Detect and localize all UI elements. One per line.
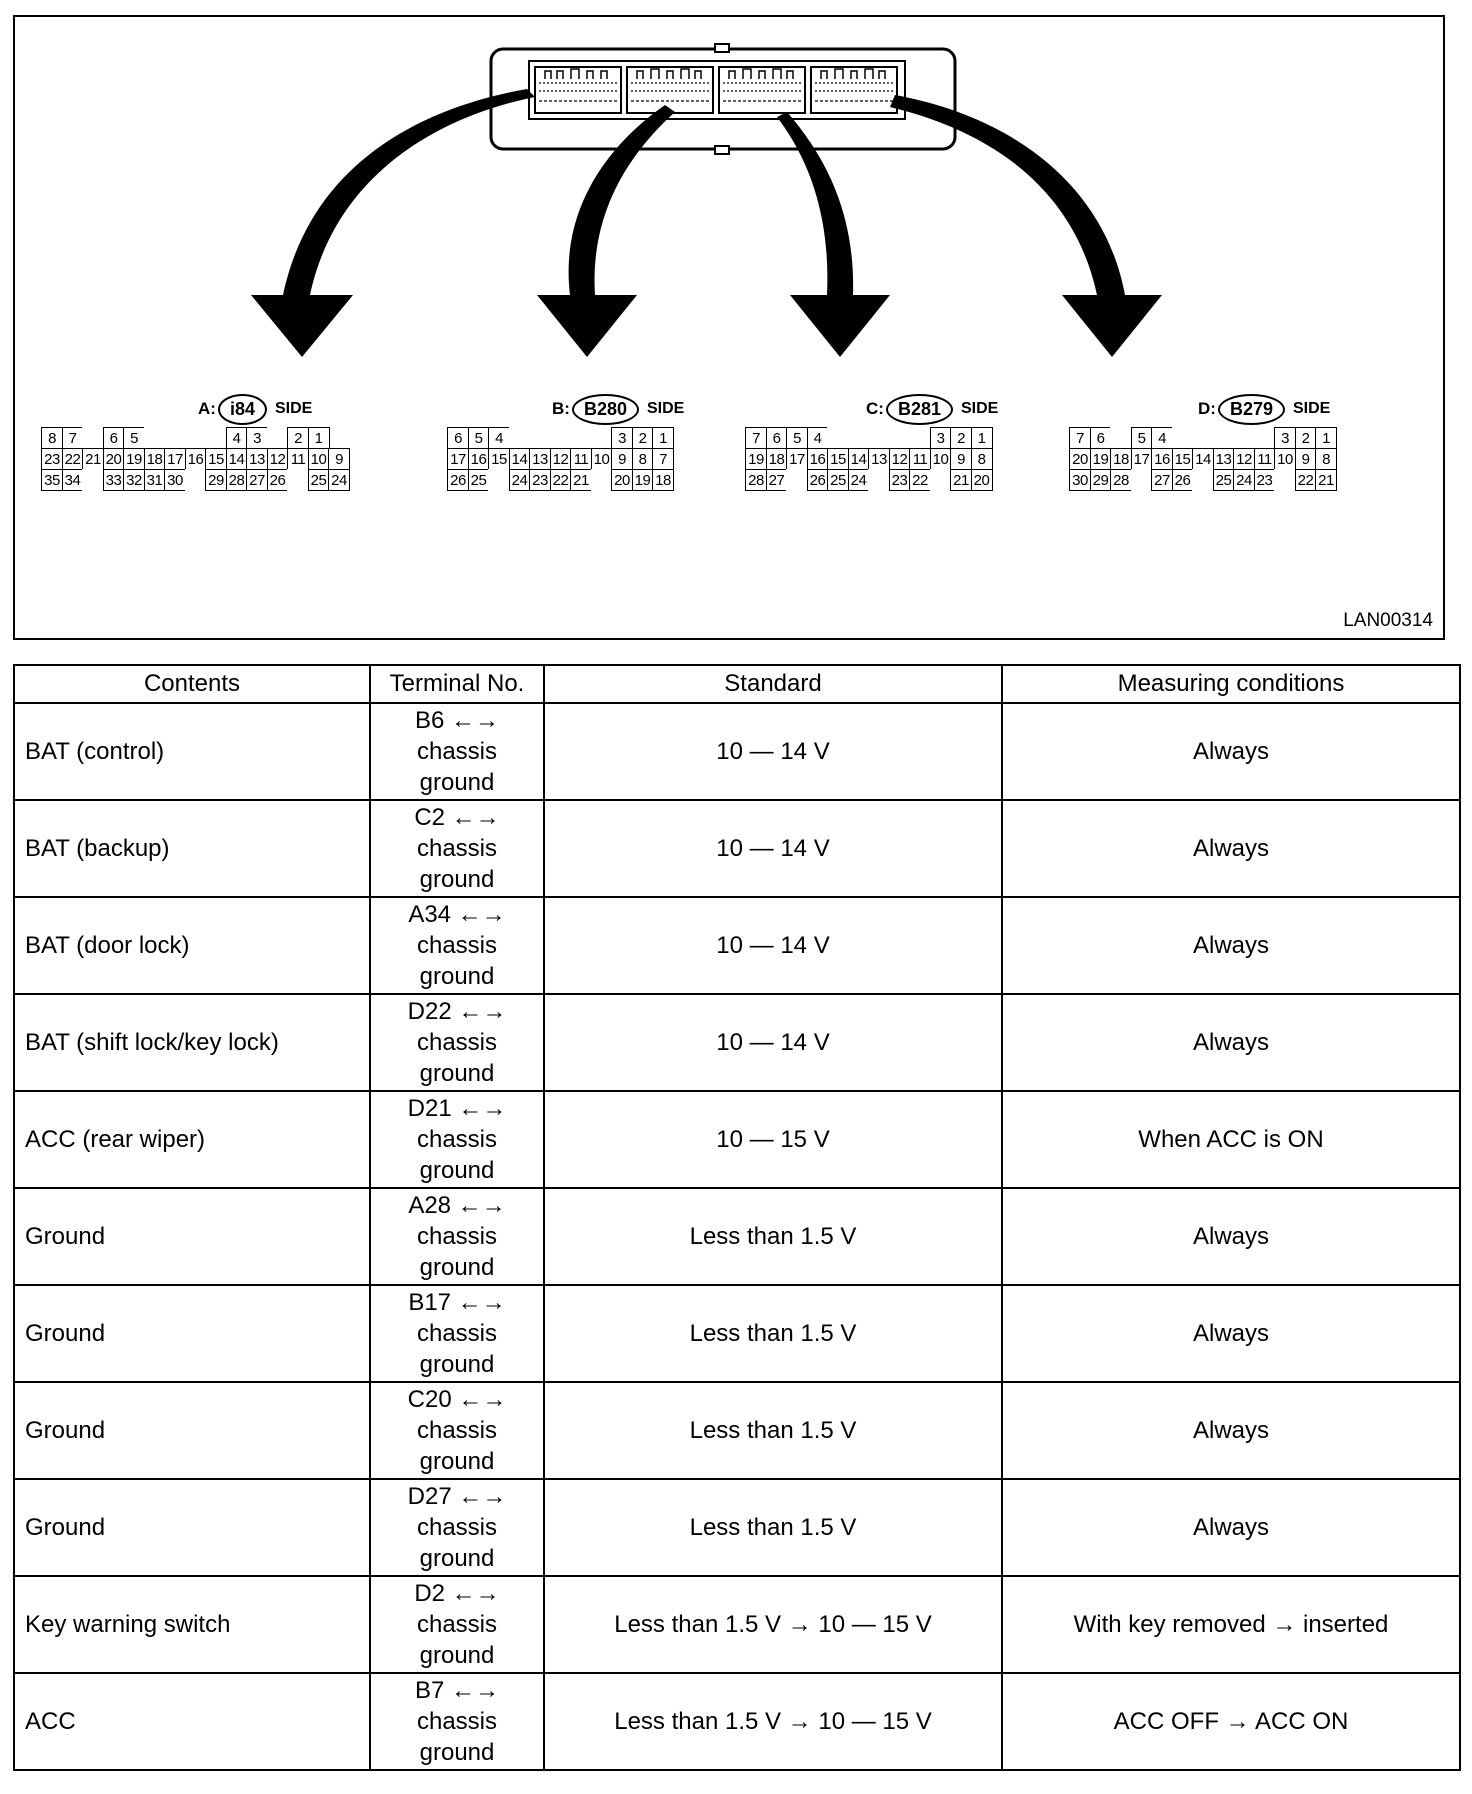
pin-blank bbox=[164, 427, 186, 449]
pin-terminal: 25 bbox=[468, 469, 490, 491]
terminal-line: chassis bbox=[416, 835, 498, 862]
pin-terminal: 12 bbox=[1233, 448, 1255, 470]
pin-terminal: 18 bbox=[144, 448, 166, 470]
pin-terminal: 7 bbox=[62, 427, 84, 449]
pin-terminal: 33 bbox=[103, 469, 125, 491]
terminal-line: C2 ←→ bbox=[414, 804, 500, 831]
cell-contents: BAT (shift lock/key lock) bbox=[14, 994, 370, 1091]
terminal-line: C20 ←→ bbox=[407, 1386, 507, 1413]
pin-blank bbox=[889, 427, 911, 449]
cell-conditions: Always bbox=[1002, 703, 1460, 800]
pin-blank bbox=[185, 469, 207, 491]
pin-terminal: 30 bbox=[164, 469, 186, 491]
pin-terminal: 21 bbox=[570, 469, 592, 491]
terminal-line: D21 ←→ bbox=[407, 1095, 507, 1122]
pin-terminal: 19 bbox=[745, 448, 767, 470]
terminal-line: D22 ←→ bbox=[407, 998, 507, 1025]
cell-terminal bbox=[370, 1382, 544, 1479]
pin-terminal: 26 bbox=[807, 469, 829, 491]
pin-terminal: 7 bbox=[1069, 427, 1091, 449]
terminal-line: chassis bbox=[416, 1320, 498, 1347]
pin-terminal: 16 bbox=[807, 448, 829, 470]
pin-blank bbox=[488, 469, 510, 491]
pin-terminal: 15 bbox=[488, 448, 510, 470]
pin-terminal: 34 bbox=[62, 469, 84, 491]
terminal-line: B7 ←→ bbox=[414, 1677, 500, 1704]
pin-terminal: 26 bbox=[447, 469, 469, 491]
cell-terminal bbox=[370, 897, 544, 994]
terminal-line: D27 ←→ bbox=[407, 1483, 507, 1510]
pin-row bbox=[41, 448, 349, 470]
connector-c-code: B281 bbox=[886, 394, 953, 425]
connector-b-code: B280 bbox=[572, 394, 639, 425]
pin-row bbox=[1069, 427, 1336, 449]
table-row bbox=[14, 994, 1460, 1091]
terminal-line: ground bbox=[419, 1254, 495, 1281]
connector-b-label bbox=[552, 389, 684, 429]
cell-terminal bbox=[370, 1673, 544, 1770]
pin-terminal: 12 bbox=[889, 448, 911, 470]
pin-row bbox=[745, 448, 991, 470]
pin-terminal: 23 bbox=[1254, 469, 1276, 491]
pin-terminal: 10 bbox=[1274, 448, 1296, 470]
terminal-line: B6 ←→ bbox=[414, 707, 500, 734]
pin-terminal: 19 bbox=[1090, 448, 1112, 470]
table-body bbox=[14, 703, 1460, 1770]
pin-terminal: 10 bbox=[930, 448, 952, 470]
terminal-line: chassis bbox=[416, 1611, 498, 1638]
pin-terminal: 13 bbox=[529, 448, 551, 470]
cell-standard: Less than 1.5 V → 10 — 15 V bbox=[544, 1673, 1002, 1770]
terminal-line: ground bbox=[419, 866, 495, 893]
pin-terminal: 21 bbox=[82, 448, 104, 470]
pin-terminal: 31 bbox=[144, 469, 166, 491]
pin-terminal: 3 bbox=[611, 427, 633, 449]
table-row bbox=[14, 1188, 1460, 1285]
pin-terminal: 5 bbox=[123, 427, 145, 449]
pin-terminal: 1 bbox=[971, 427, 993, 449]
terminal-line: A28 ←→ bbox=[408, 1192, 506, 1219]
cell-conditions: ACC OFF → ACC ON bbox=[1002, 1673, 1460, 1770]
connector-a-side: SIDE bbox=[274, 400, 313, 417]
pin-row bbox=[1069, 469, 1336, 491]
terminal-line: ground bbox=[419, 1157, 495, 1184]
pin-terminal: 28 bbox=[745, 469, 767, 491]
pin-terminal: 12 bbox=[267, 448, 289, 470]
figure-id: LAN00314 bbox=[1343, 610, 1433, 631]
pin-terminal: 29 bbox=[1090, 469, 1112, 491]
pin-terminal: 22 bbox=[62, 448, 84, 470]
cell-standard: 10 — 14 V bbox=[544, 703, 1002, 800]
pin-terminal: 22 bbox=[909, 469, 931, 491]
pin-terminal: 26 bbox=[267, 469, 289, 491]
connector-b-side: SIDE bbox=[646, 400, 685, 417]
pin-row bbox=[41, 427, 328, 449]
connector-a-prefix: A: bbox=[198, 399, 216, 418]
table-row bbox=[14, 703, 1460, 800]
cell-terminal bbox=[370, 1188, 544, 1285]
pin-blank bbox=[287, 469, 309, 491]
cell-conditions: Always bbox=[1002, 1382, 1460, 1479]
terminal-line: chassis bbox=[416, 1223, 498, 1250]
pin-terminal: 27 bbox=[246, 469, 268, 491]
header-contents: Contents bbox=[14, 665, 370, 703]
cell-terminal bbox=[370, 1576, 544, 1673]
pin-terminal: 16 bbox=[468, 448, 490, 470]
pin-terminal: 14 bbox=[848, 448, 870, 470]
terminal-line: D2 ←→ bbox=[414, 1580, 500, 1607]
connector-d-side: SIDE bbox=[1292, 400, 1331, 417]
pin-terminal: 8 bbox=[41, 427, 63, 449]
pin-terminal: 9 bbox=[328, 448, 350, 470]
cell-contents: Ground bbox=[14, 1382, 370, 1479]
pin-terminal: 25 bbox=[827, 469, 849, 491]
pin-terminal: 12 bbox=[550, 448, 572, 470]
pin-terminal: 18 bbox=[766, 448, 788, 470]
pin-blank bbox=[848, 427, 870, 449]
connector-d-code: B279 bbox=[1218, 394, 1285, 425]
pin-blank bbox=[591, 427, 613, 449]
pin-terminal: 9 bbox=[611, 448, 633, 470]
pin-terminal: 15 bbox=[205, 448, 227, 470]
pin-terminal: 22 bbox=[550, 469, 572, 491]
pin-terminal: 7 bbox=[745, 427, 767, 449]
specification-table bbox=[13, 664, 1461, 1771]
pin-terminal: 27 bbox=[1151, 469, 1173, 491]
pin-terminal: 2 bbox=[632, 427, 654, 449]
pin-terminal: 14 bbox=[226, 448, 248, 470]
connector-a-code: i84 bbox=[218, 394, 267, 425]
cell-conditions: With key removed → inserted bbox=[1002, 1576, 1460, 1673]
pin-row bbox=[447, 448, 673, 470]
pin-blank bbox=[205, 427, 227, 449]
connector-c-prefix: C: bbox=[866, 399, 884, 418]
pin-terminal: 20 bbox=[971, 469, 993, 491]
terminal-line: chassis bbox=[416, 1514, 498, 1541]
pin-terminal: 7 bbox=[652, 448, 674, 470]
cell-terminal bbox=[370, 994, 544, 1091]
cell-conditions: Always bbox=[1002, 800, 1460, 897]
terminal-line: chassis bbox=[416, 738, 498, 765]
cell-conditions: When ACC is ON bbox=[1002, 1091, 1460, 1188]
terminal-line: ground bbox=[419, 1545, 495, 1572]
pin-terminal: 30 bbox=[1069, 469, 1091, 491]
pin-terminal: 16 bbox=[1151, 448, 1173, 470]
pin-blank bbox=[1233, 427, 1255, 449]
cell-standard: Less than 1.5 V bbox=[544, 1188, 1002, 1285]
pin-terminal: 6 bbox=[447, 427, 469, 449]
pin-terminal: 32 bbox=[123, 469, 145, 491]
cell-contents: Key warning switch bbox=[14, 1576, 370, 1673]
pin-terminal: 1 bbox=[308, 427, 330, 449]
pin-terminal: 2 bbox=[287, 427, 309, 449]
pin-terminal: 3 bbox=[1274, 427, 1296, 449]
pin-blank bbox=[185, 427, 207, 449]
terminal-line: ground bbox=[419, 1642, 495, 1669]
pin-terminal: 21 bbox=[1315, 469, 1337, 491]
connector-d-prefix: D: bbox=[1198, 399, 1216, 418]
pin-terminal: 6 bbox=[766, 427, 788, 449]
pin-blank bbox=[82, 469, 104, 491]
table-row bbox=[14, 1576, 1460, 1673]
cell-terminal bbox=[370, 1285, 544, 1382]
terminal-line: chassis bbox=[416, 1029, 498, 1056]
pin-terminal: 1 bbox=[652, 427, 674, 449]
header-standard: Standard bbox=[544, 665, 1002, 703]
connector-figure bbox=[13, 15, 1445, 640]
pin-terminal: 11 bbox=[909, 448, 931, 470]
header-terminal: Terminal No. bbox=[370, 665, 544, 703]
pin-blank bbox=[529, 427, 551, 449]
pin-terminal: 11 bbox=[570, 448, 592, 470]
pin-row bbox=[745, 469, 991, 491]
cell-standard: 10 — 15 V bbox=[544, 1091, 1002, 1188]
terminal-line: ground bbox=[419, 769, 495, 796]
table-row bbox=[14, 897, 1460, 994]
cell-terminal bbox=[370, 800, 544, 897]
cell-terminal bbox=[370, 703, 544, 800]
pin-blank bbox=[827, 427, 849, 449]
cell-conditions: Always bbox=[1002, 1285, 1460, 1382]
cell-standard: Less than 1.5 V → 10 — 15 V bbox=[544, 1576, 1002, 1673]
cell-standard: Less than 1.5 V bbox=[544, 1285, 1002, 1382]
pin-terminal: 23 bbox=[889, 469, 911, 491]
pin-terminal: 2 bbox=[1295, 427, 1317, 449]
pin-terminal: 14 bbox=[509, 448, 531, 470]
pin-terminal: 11 bbox=[287, 448, 309, 470]
cell-contents: ACC (rear wiper) bbox=[14, 1091, 370, 1188]
pin-terminal: 13 bbox=[1213, 448, 1235, 470]
cell-contents: BAT (control) bbox=[14, 703, 370, 800]
pin-terminal: 25 bbox=[308, 469, 330, 491]
pin-terminal: 4 bbox=[226, 427, 248, 449]
pin-blank bbox=[868, 469, 890, 491]
pin-terminal: 17 bbox=[447, 448, 469, 470]
pin-terminal: 23 bbox=[529, 469, 551, 491]
table-header-row bbox=[14, 665, 1460, 703]
pin-terminal: 5 bbox=[1131, 427, 1153, 449]
pin-terminal: 24 bbox=[328, 469, 350, 491]
pin-terminal: 28 bbox=[1110, 469, 1132, 491]
pin-terminal: 5 bbox=[468, 427, 490, 449]
pin-terminal: 23 bbox=[41, 448, 63, 470]
pin-terminal: 20 bbox=[1069, 448, 1091, 470]
pin-terminal: 19 bbox=[632, 469, 654, 491]
pin-blank bbox=[1213, 427, 1235, 449]
cell-conditions: Always bbox=[1002, 1188, 1460, 1285]
table-row bbox=[14, 800, 1460, 897]
pin-row bbox=[1069, 448, 1336, 470]
cell-conditions: Always bbox=[1002, 994, 1460, 1091]
connector-a-label bbox=[198, 389, 312, 429]
pin-terminal: 3 bbox=[930, 427, 952, 449]
pin-blank bbox=[570, 427, 592, 449]
pin-terminal: 28 bbox=[226, 469, 248, 491]
pin-terminal: 20 bbox=[103, 448, 125, 470]
pin-blank bbox=[1192, 469, 1214, 491]
cell-conditions: Always bbox=[1002, 1479, 1460, 1576]
cell-standard: 10 — 14 V bbox=[544, 994, 1002, 1091]
pin-blank bbox=[550, 427, 572, 449]
pin-terminal: 4 bbox=[1151, 427, 1173, 449]
pin-row bbox=[447, 427, 673, 449]
connector-c-side: SIDE bbox=[960, 400, 999, 417]
terminal-line: ground bbox=[419, 1739, 495, 1766]
table-row bbox=[14, 1673, 1460, 1770]
control-unit-diagram bbox=[15, 17, 1443, 638]
cell-contents: ACC bbox=[14, 1673, 370, 1770]
pin-terminal: 16 bbox=[185, 448, 207, 470]
pin-row bbox=[41, 469, 349, 491]
connector-c-label bbox=[866, 389, 998, 429]
pin-blank bbox=[509, 427, 531, 449]
pin-terminal: 6 bbox=[103, 427, 125, 449]
pin-terminal: 11 bbox=[1254, 448, 1276, 470]
terminal-line: ground bbox=[419, 1448, 495, 1475]
pin-terminal: 24 bbox=[1233, 469, 1255, 491]
terminal-line: chassis bbox=[416, 932, 498, 959]
terminal-line: ground bbox=[419, 1351, 495, 1378]
cell-standard: 10 — 14 V bbox=[544, 800, 1002, 897]
table-row bbox=[14, 1479, 1460, 1576]
pin-terminal: 19 bbox=[123, 448, 145, 470]
pin-terminal: 21 bbox=[950, 469, 972, 491]
pin-blank bbox=[1131, 469, 1153, 491]
pin-terminal: 10 bbox=[591, 448, 613, 470]
pin-blank bbox=[786, 469, 808, 491]
terminal-line: ground bbox=[419, 963, 495, 990]
connector-block bbox=[529, 61, 905, 119]
pin-terminal: 1 bbox=[1315, 427, 1337, 449]
terminal-line: A34 ←→ bbox=[408, 901, 506, 928]
pin-blank bbox=[144, 427, 166, 449]
table-row bbox=[14, 1285, 1460, 1382]
pin-row bbox=[745, 427, 991, 449]
pin-terminal: 15 bbox=[827, 448, 849, 470]
pin-terminal: 18 bbox=[652, 469, 674, 491]
pin-terminal: 18 bbox=[1110, 448, 1132, 470]
terminal-line: chassis bbox=[416, 1417, 498, 1444]
pin-blank bbox=[1192, 427, 1214, 449]
pin-terminal: 17 bbox=[164, 448, 186, 470]
pin-blank bbox=[868, 427, 890, 449]
connector-d-label bbox=[1198, 389, 1330, 429]
pin-terminal: 8 bbox=[971, 448, 993, 470]
pin-terminal: 24 bbox=[509, 469, 531, 491]
pin-terminal: 3 bbox=[246, 427, 268, 449]
pin-terminal: 25 bbox=[1213, 469, 1235, 491]
pin-terminal: 8 bbox=[1315, 448, 1337, 470]
pin-terminal: 5 bbox=[786, 427, 808, 449]
pin-terminal: 17 bbox=[786, 448, 808, 470]
pin-terminal: 14 bbox=[1192, 448, 1214, 470]
terminal-line: B17 ←→ bbox=[408, 1289, 506, 1316]
pin-blank bbox=[591, 469, 613, 491]
pin-blank bbox=[1274, 469, 1296, 491]
pin-blank bbox=[267, 427, 289, 449]
table-row bbox=[14, 1091, 1460, 1188]
pin-terminal: 9 bbox=[950, 448, 972, 470]
pin-terminal: 10 bbox=[308, 448, 330, 470]
pin-terminal: 6 bbox=[1090, 427, 1112, 449]
pin-terminal: 13 bbox=[868, 448, 890, 470]
pin-terminal: 9 bbox=[1295, 448, 1317, 470]
pin-blank bbox=[82, 427, 104, 449]
cell-contents: BAT (backup) bbox=[14, 800, 370, 897]
cell-conditions: Always bbox=[1002, 897, 1460, 994]
cell-contents: Ground bbox=[14, 1479, 370, 1576]
cell-contents: Ground bbox=[14, 1188, 370, 1285]
header-conditions: Measuring conditions bbox=[1002, 665, 1460, 703]
pin-blank bbox=[1172, 427, 1194, 449]
cell-standard: Less than 1.5 V bbox=[544, 1479, 1002, 1576]
pin-terminal: 24 bbox=[848, 469, 870, 491]
pin-terminal: 22 bbox=[1295, 469, 1317, 491]
pin-blank bbox=[1110, 427, 1132, 449]
connector-b-prefix: B: bbox=[552, 399, 570, 418]
table-row bbox=[14, 1382, 1460, 1479]
pin-terminal: 17 bbox=[1131, 448, 1153, 470]
pin-terminal: 35 bbox=[41, 469, 63, 491]
terminal-line: ground bbox=[419, 1060, 495, 1087]
cell-terminal bbox=[370, 1091, 544, 1188]
cell-standard: 10 — 14 V bbox=[544, 897, 1002, 994]
pin-terminal: 15 bbox=[1172, 448, 1194, 470]
pin-blank bbox=[909, 427, 931, 449]
pin-terminal: 4 bbox=[488, 427, 510, 449]
terminal-line: chassis bbox=[416, 1708, 498, 1735]
pin-terminal: 13 bbox=[246, 448, 268, 470]
pin-blank bbox=[1254, 427, 1276, 449]
terminal-line: chassis bbox=[416, 1126, 498, 1153]
pin-terminal: 26 bbox=[1172, 469, 1194, 491]
pin-terminal: 27 bbox=[766, 469, 788, 491]
pin-terminal: 4 bbox=[807, 427, 829, 449]
pin-blank bbox=[930, 469, 952, 491]
pin-row bbox=[447, 469, 673, 491]
cell-contents: BAT (door lock) bbox=[14, 897, 370, 994]
pin-terminal: 2 bbox=[950, 427, 972, 449]
cell-standard: Less than 1.5 V bbox=[544, 1382, 1002, 1479]
pin-terminal: 20 bbox=[611, 469, 633, 491]
pin-terminal: 29 bbox=[205, 469, 227, 491]
cell-terminal bbox=[370, 1479, 544, 1576]
pin-terminal: 8 bbox=[632, 448, 654, 470]
cell-contents: Ground bbox=[14, 1285, 370, 1382]
